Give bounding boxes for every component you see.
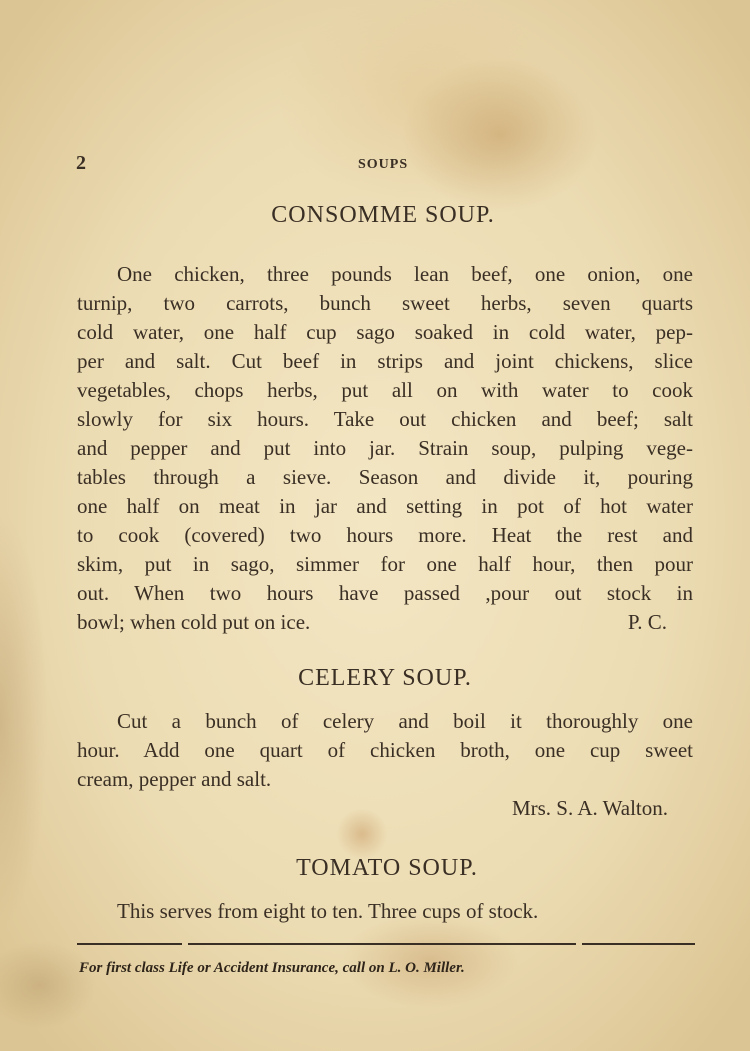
text-line: to cook (covered) two hours more. Heat the rest and	[77, 523, 693, 547]
text-line: out. When two hours have passed ,pour out stock in	[77, 581, 693, 605]
text-line: per and salt. Cut beef in strips and joint chickens, slice	[77, 349, 693, 373]
text-line: bowl; when cold put on ice.	[77, 610, 311, 634]
recipe-title-celery: CELERY SOUP.	[298, 665, 472, 691]
text-line: slowly for six hours. Take out chicken and beef; salt	[77, 407, 693, 431]
closing-line-row	[77, 608, 693, 637]
text-line: skim, put in sago, simmer for one half hour, then pour	[77, 552, 693, 576]
recipe-author: Mrs. S. A. Walton.	[511, 796, 668, 820]
text-line: tables through a sieve. Season and divide it, pouring	[77, 465, 693, 489]
recipe-title-tomato: TOMATO SOUP.	[296, 855, 478, 881]
recipe-author: P. C.	[627, 610, 667, 634]
footer-advertisement: For first class Life or Accident Insurance, call on L. O. Miller.	[79, 960, 465, 976]
recipe-body-tomato	[77, 897, 693, 926]
text-line: vegetables, chops herbs, put all on with water to cook	[77, 378, 693, 402]
footer-rule	[188, 943, 576, 945]
text-line: One chicken, three pounds lean beef, one onion, one	[117, 262, 693, 286]
footer-rule	[582, 943, 695, 945]
text-line: cream, pepper and salt.	[77, 767, 272, 791]
text-line: hour. Add one quart of chicken broth, one cup sweet	[77, 738, 693, 762]
text-line: Cut a bunch of celery and boil it thoroughly one	[117, 709, 693, 733]
page-number: 2	[76, 152, 86, 174]
text-line: one half on meat in jar and setting in pot of hot water	[77, 494, 693, 518]
recipe-title-consomme: CONSOMME SOUP.	[271, 202, 495, 228]
running-head: SOUPS	[358, 157, 409, 172]
text-line: turnip, two carrots, bunch sweet herbs, seven quarts	[77, 291, 693, 315]
text-line: cold water, one half cup sago soaked in cold water, pep-	[77, 320, 693, 344]
text-line: This serves from eight to ten. Three cups of stock.	[117, 899, 539, 923]
recipe-body-celery	[77, 707, 693, 794]
footer-rule	[77, 943, 182, 945]
text-line: and pepper and put into jar. Strain soup, pulping vege-	[77, 436, 693, 460]
recipe-body-consomme	[77, 260, 693, 637]
